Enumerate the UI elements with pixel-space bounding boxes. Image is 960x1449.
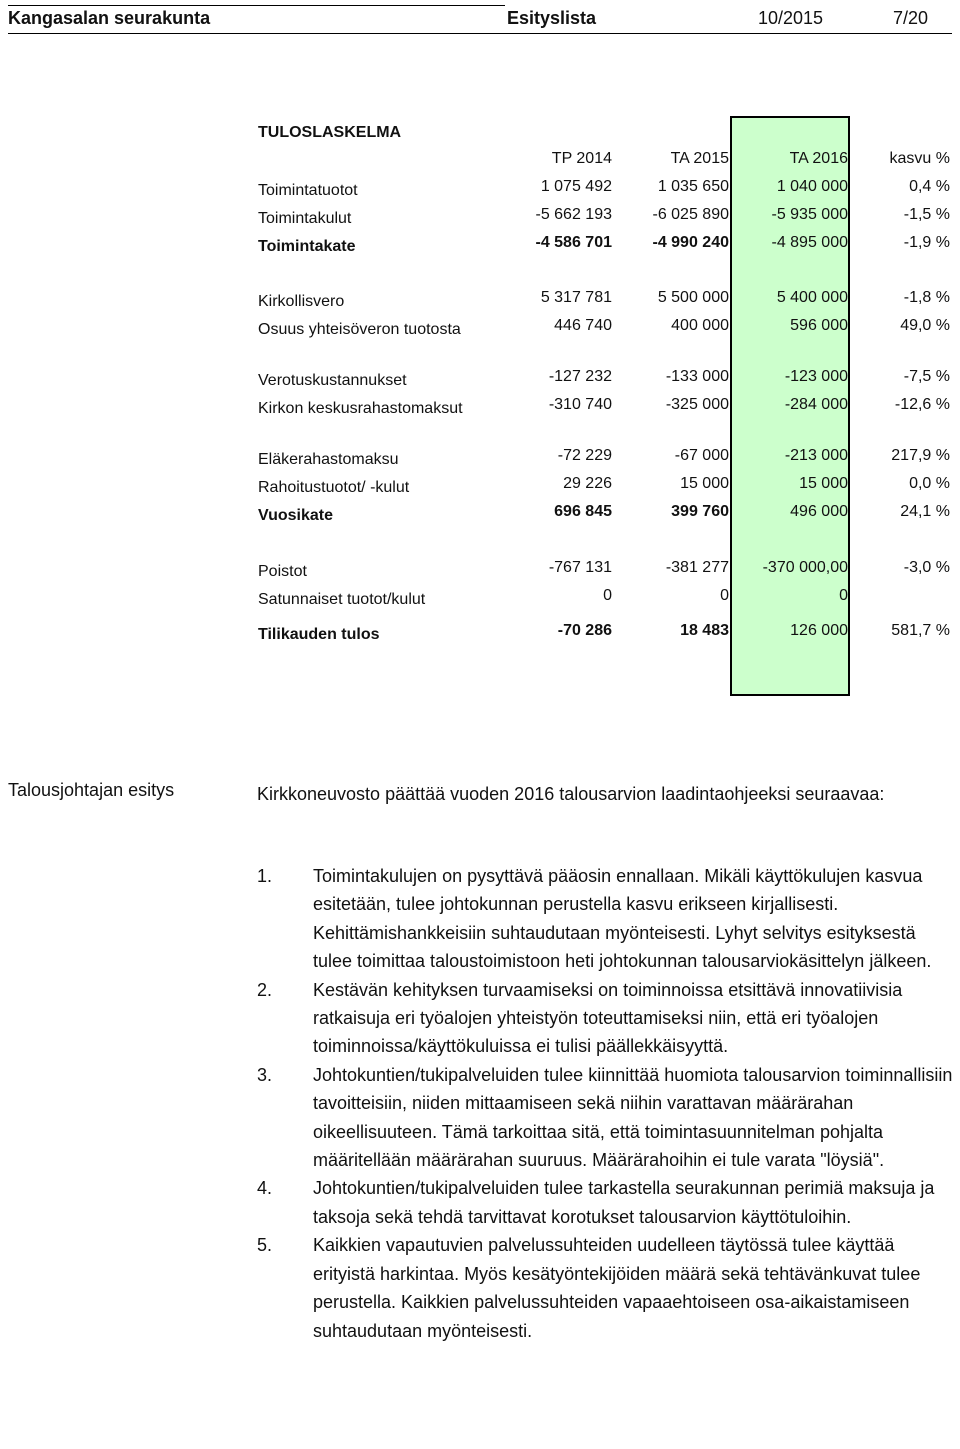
row-label: Kirkon keskusrahastomaksut — [258, 400, 463, 417]
row-label: Rahoitustuotot/ -kulut — [258, 479, 410, 496]
document-type: Esityslista — [507, 8, 597, 28]
value-ta2016: 596 000 — [790, 317, 848, 334]
table-title: TULOSLASKELMA — [258, 124, 402, 141]
value-ta2015: 1 035 650 — [657, 178, 729, 195]
value-ta2015: 5 500 000 — [657, 289, 729, 306]
table-row — [258, 317, 958, 343]
value-ta2016: -284 000 — [784, 396, 848, 413]
row-label: Osuus yhteisöveron tuotosta — [258, 321, 461, 338]
value-growth: -7,5 % — [903, 368, 950, 385]
value-ta2015: 15 000 — [680, 475, 729, 492]
page-header — [0, 0, 960, 40]
table-row — [258, 503, 958, 529]
value-ta2016: 496 000 — [790, 503, 848, 520]
row-label: Tilikauden tulos — [258, 626, 380, 643]
value-growth: 0,4 % — [909, 178, 950, 195]
proposal-list — [257, 862, 957, 1345]
value-ta2015: -6 025 890 — [652, 206, 729, 223]
list-item — [257, 976, 957, 1061]
table-row — [258, 559, 958, 585]
list-item-text: Johtokuntien/tukipalveluiden tulee kiinnittää huomiota talousarvion toiminnallisiin tavoitteisiin, niiden mittaamiseen sekä niihin varattavan määrärahan oikeellisuuteen. Tämä tarkoittaa sitä, että toimintasuunnitelman pohjalta määritellään määrärahan suuruus. Määrärahoihin ei tule varata "löysiä". — [313, 1064, 953, 1171]
proposal-intro: Kirkkoneuvosto päättää vuoden 2016 talousarvion laadintaohjeeksi seuraavaa: — [257, 784, 885, 804]
value-growth: 581,7 % — [891, 622, 950, 639]
value-tp2014: 29 226 — [563, 475, 612, 492]
value-tp2014: 5 317 781 — [540, 289, 612, 306]
list-item — [257, 1061, 957, 1175]
column-header: TA 2016 — [789, 150, 848, 167]
row-label: Vuosikate — [258, 507, 333, 524]
table-row — [258, 396, 958, 422]
value-ta2016: 126 000 — [790, 622, 848, 639]
list-item-number: 4. — [257, 1178, 273, 1199]
value-tp2014: 696 845 — [554, 503, 612, 520]
value-ta2015: -4 990 240 — [652, 234, 729, 251]
value-growth: 0,0 % — [909, 475, 950, 492]
proposal-label: Talousjohtajan esitys — [8, 780, 175, 800]
value-tp2014: 0 — [603, 587, 612, 604]
header-rule-bottom — [8, 33, 952, 34]
column-header: TP 2014 — [551, 150, 612, 167]
value-tp2014: -72 229 — [557, 447, 612, 464]
value-growth: -1,9 % — [903, 234, 950, 251]
value-ta2016: 15 000 — [799, 475, 848, 492]
value-tp2014: -70 286 — [557, 622, 612, 639]
table-row — [258, 447, 958, 473]
list-item — [257, 1174, 957, 1231]
list-item-number: 2. — [257, 979, 273, 1000]
value-growth: 49,0 % — [900, 317, 950, 334]
value-tp2014: -127 232 — [548, 368, 612, 385]
value-growth: 24,1 % — [900, 503, 950, 520]
list-item — [257, 1231, 957, 1345]
value-ta2015: -67 000 — [674, 447, 729, 464]
page-number: 7/20 — [893, 8, 929, 28]
row-label: Eläkerahastomaksu — [258, 451, 399, 468]
value-growth: 217,9 % — [891, 447, 950, 464]
column-header: kasvu % — [889, 150, 950, 167]
value-tp2014: -767 131 — [548, 559, 612, 576]
table-row — [258, 234, 958, 260]
row-label: Verotuskustannukset — [258, 372, 407, 389]
table-row — [258, 368, 958, 394]
table-row — [258, 206, 958, 232]
value-growth: -12,6 % — [894, 396, 950, 413]
value-ta2015: 0 — [720, 587, 729, 604]
table-row — [258, 587, 958, 613]
list-item-text: Kaikkien vapautuvien palvelussuhteiden uudelleen täytössä tulee käyttää erityistä harkintaa. Myös kesätyöntekijöiden määrä sekä tehtävänkuvat tulee perustella. Kaikkien palvelussuhteiden vapaaehtoiseen osa-aikaistamiseen suhtaudutaan myönteisesti. — [313, 1235, 921, 1341]
list-item-number: 3. — [257, 1064, 273, 1085]
table-header-row — [258, 150, 958, 176]
table-row — [258, 622, 958, 648]
row-label: Toimintakate — [258, 238, 356, 255]
row-label: Toimintatuotot — [258, 182, 358, 199]
value-ta2015: 400 000 — [671, 317, 729, 334]
row-label: Kirkollisvero — [258, 293, 345, 310]
value-ta2016: -4 895 000 — [771, 234, 848, 251]
value-ta2015: -325 000 — [665, 396, 729, 413]
value-ta2016: -123 000 — [784, 368, 848, 385]
value-growth: -3,0 % — [903, 559, 950, 576]
value-ta2016: 0 — [839, 587, 848, 604]
value-tp2014: 1 075 492 — [540, 178, 612, 195]
value-ta2015: 18 483 — [680, 622, 729, 639]
value-ta2016: -370 000,00 — [762, 559, 848, 576]
value-ta2015: -133 000 — [665, 368, 729, 385]
value-tp2014: -310 740 — [548, 396, 612, 413]
value-ta2016: -213 000 — [784, 447, 848, 464]
row-label: Poistot — [258, 563, 307, 580]
list-item — [257, 862, 957, 976]
list-item-text: Toimintakulujen on pysyttävä pääosin ennallaan. Mikäli käyttökulujen kasvua esitetään, tulee johtokunnan perustella kasvu erikseen kirjallisesti. Kehittämishankkeisiin suhtaudutaan myönteisesti. Lyhyt selvitys esityksestä tulee toimittaa taloustoimistoon heti johtokunnan talousarviokäsittelyn jälkeen. — [313, 866, 932, 972]
value-growth: -1,5 % — [903, 206, 950, 223]
table-row — [258, 289, 958, 315]
value-ta2016: -5 935 000 — [771, 206, 848, 223]
value-ta2016: 5 400 000 — [776, 289, 848, 306]
table-row — [258, 475, 958, 501]
list-item-text: Kestävän kehityksen turvaamiseksi on toiminnoissa etsittävä innovatiivisia ratkaisuja eri työalojen yhteistyön toteuttamiseksi niin, että eri työalojen toiminnoissa/käyttökuluissa ei tulisi päällekkäisyyttä. — [313, 979, 903, 1057]
document-number: 10/2015 — [758, 8, 824, 28]
list-item-number: 1. — [257, 866, 273, 886]
value-tp2014: -5 662 193 — [535, 206, 612, 223]
column-header: TA 2015 — [670, 150, 729, 167]
list-item-number: 5. — [257, 1235, 273, 1256]
value-growth: -1,8 % — [903, 289, 950, 306]
table-row — [258, 178, 958, 204]
value-tp2014: 446 740 — [554, 317, 612, 334]
list-item-text: Johtokuntien/tukipalveluiden tulee tarkastella seurakunnan perimiä maksuja ja taksoja sekä tehdä tarvittavat korotukset talousarvion käyttötuloihin. — [313, 1178, 935, 1227]
value-ta2016: 1 040 000 — [776, 178, 848, 195]
value-ta2015: -381 277 — [665, 559, 729, 576]
value-tp2014: -4 586 701 — [535, 234, 612, 251]
header-rule-top — [8, 5, 505, 6]
value-ta2015: 399 760 — [671, 503, 729, 520]
row-label: Satunnaiset tuotot/kulut — [258, 591, 426, 608]
organization-name: Kangasalan seurakunta — [8, 8, 211, 28]
row-label: Toimintakulut — [258, 210, 352, 227]
